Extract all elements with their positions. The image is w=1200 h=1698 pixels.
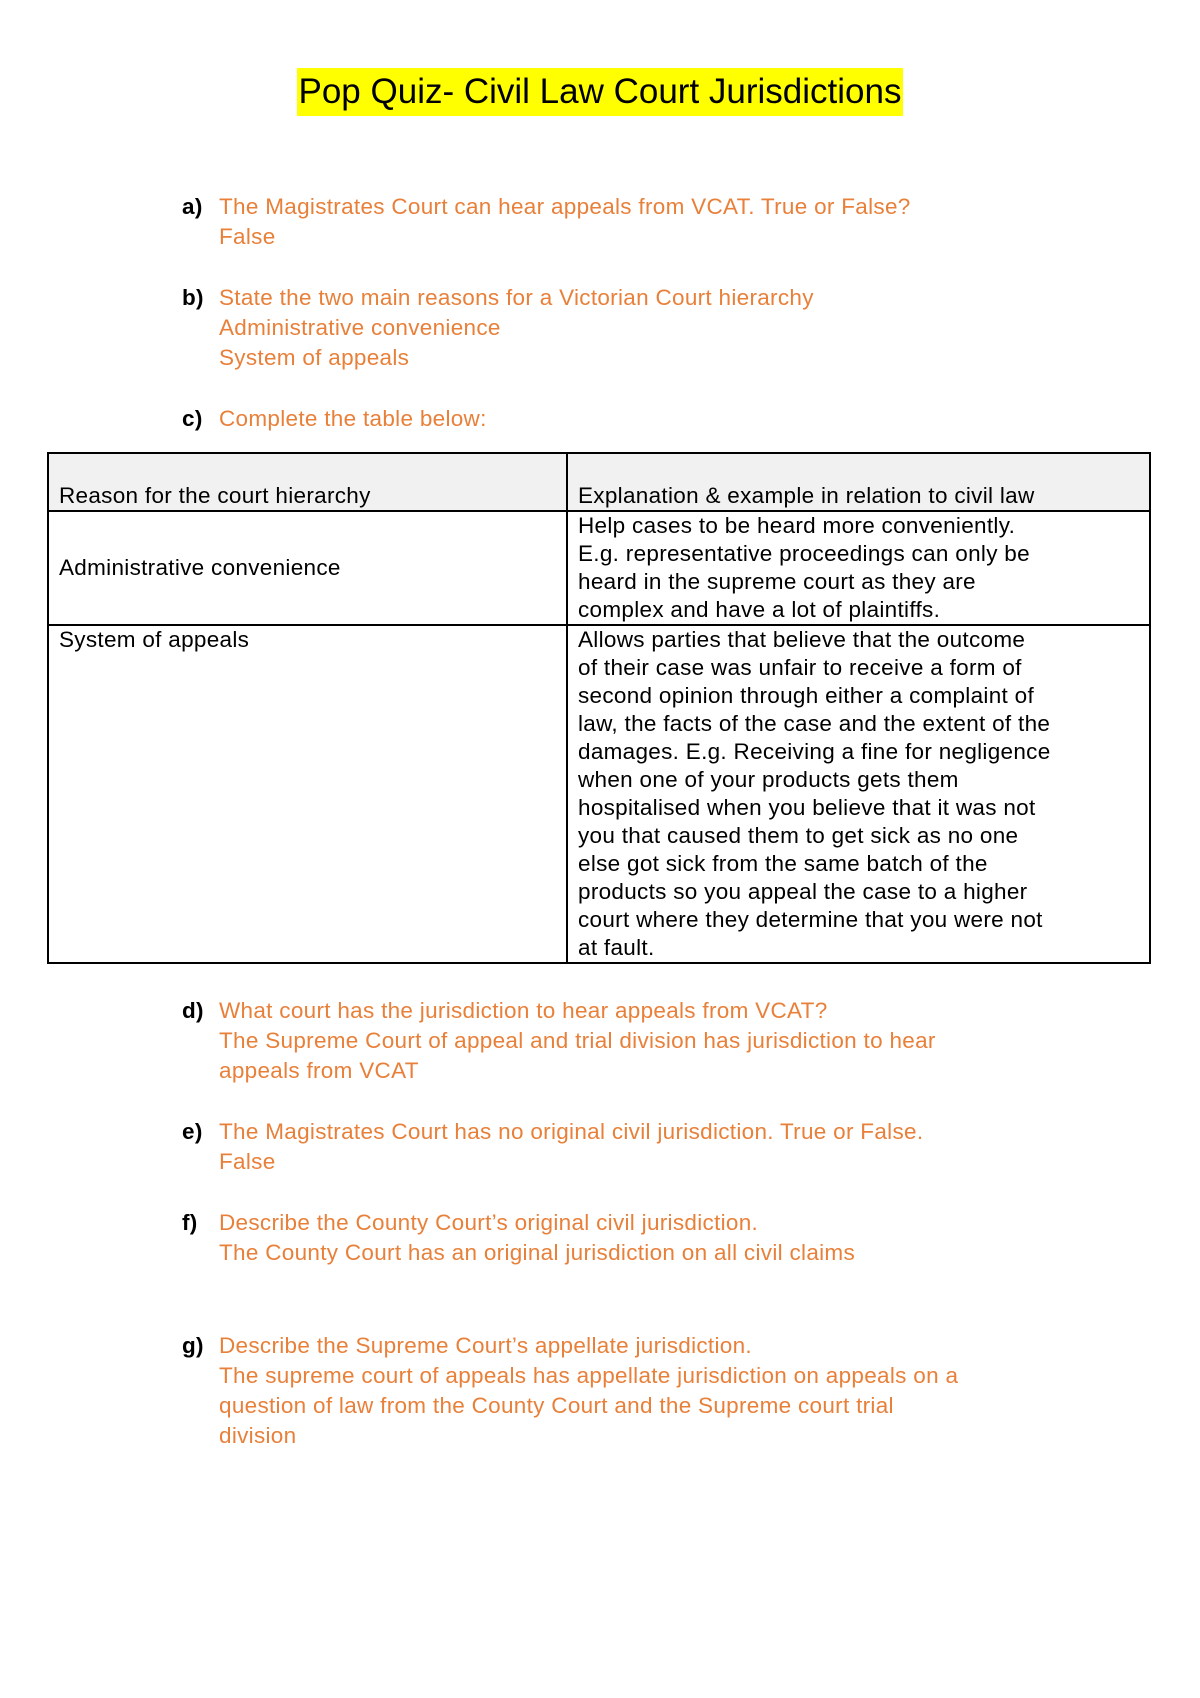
explanation-line: heard in the supreme court as they are <box>578 569 976 594</box>
question-text: The Magistrates Court can hear appeals from VCAT. True or False? <box>219 194 911 219</box>
question-b <box>182 283 1082 373</box>
title-block <box>0 68 1200 116</box>
answer-text: appeals from VCAT <box>219 1058 419 1083</box>
explanation-line: of their case was unfair to receive a form of <box>578 655 1022 680</box>
page-title: Pop Quiz- Civil Law Court Jurisdictions <box>297 68 904 116</box>
explanation-line: hospitalised when you believe that it was not <box>578 795 1036 820</box>
hierarchy-table <box>47 452 1151 964</box>
answer-text: The Supreme Court of appeal and trial division has jurisdiction to hear <box>219 1028 936 1053</box>
explanation-line: complex and have a lot of plaintiffs. <box>578 597 941 622</box>
table-cell-explanation <box>567 511 1150 625</box>
answer-text: Administrative convenience <box>219 315 501 340</box>
question-text: Complete the table below: <box>219 406 487 431</box>
explanation-line: you that caused them to get sick as no one <box>578 823 1019 848</box>
question-body <box>219 192 1082 252</box>
table-cell-reason: Administrative convenience <box>48 511 567 625</box>
table-header-row <box>48 453 1150 511</box>
answer-text: System of appeals <box>219 345 410 370</box>
explanation-line: damages. E.g. Receiving a fine for negligence <box>578 739 1051 764</box>
question-text: What court has the jurisdiction to hear appeals from VCAT? <box>219 998 828 1023</box>
table-header-cell: Explanation & example in relation to civil law <box>567 453 1150 511</box>
question-letter: f) <box>182 1210 198 1235</box>
question-d <box>182 996 1082 1086</box>
question-body <box>219 996 1082 1086</box>
question-a <box>182 192 1082 252</box>
explanation-line: law, the facts of the case and the extent of the <box>578 711 1051 736</box>
table-cell-reason: System of appeals <box>48 625 567 963</box>
question-g <box>182 1331 1082 1451</box>
answer-text: question of law from the County Court and the Supreme court trial <box>219 1393 894 1418</box>
question-letter: d) <box>182 998 204 1023</box>
question-f <box>182 1208 1082 1268</box>
question-text: Describe the Supreme Court’s appellate jurisdiction. <box>219 1333 752 1358</box>
table-cell-explanation <box>567 625 1150 963</box>
question-body <box>219 283 1082 373</box>
question-text: State the two main reasons for a Victorian Court hierarchy <box>219 285 814 310</box>
question-body <box>219 1331 1082 1451</box>
explanation-line: Help cases to be heard more conveniently. <box>578 513 1016 538</box>
question-letter: b) <box>182 285 204 310</box>
explanation-line: products so you appeal the case to a higher <box>578 879 1028 904</box>
question-letter: c) <box>182 406 203 431</box>
question-text: Describe the County Court’s original civil jurisdiction. <box>219 1210 759 1235</box>
explanation-line: Allows parties that believe that the outcome <box>578 627 1026 652</box>
question-c <box>182 404 1082 434</box>
answer-text: False <box>219 1149 276 1174</box>
explanation-line: when one of your products gets them <box>578 767 959 792</box>
question-text: The Magistrates Court has no original civil jurisdiction. True or False. <box>219 1119 924 1144</box>
explanation-line: second opinion through either a complaint of <box>578 683 1034 708</box>
explanation-line: else got sick from the same batch of the <box>578 851 988 876</box>
answer-text: The supreme court of appeals has appellate jurisdiction on appeals on a <box>219 1363 959 1388</box>
question-body <box>219 1208 1082 1268</box>
table-row <box>48 625 1150 963</box>
question-body <box>219 404 1082 434</box>
answer-text: The County Court has an original jurisdiction on all civil claims <box>219 1240 856 1265</box>
question-letter: e) <box>182 1119 203 1144</box>
question-e <box>182 1117 1082 1177</box>
explanation-line: at fault. <box>578 935 655 960</box>
explanation-line: court where they determine that you were not <box>578 907 1043 932</box>
answer-text: False <box>219 224 276 249</box>
question-body <box>219 1117 1082 1177</box>
table-header-cell: Reason for the court hierarchy <box>48 453 567 511</box>
table-row <box>48 511 1150 625</box>
question-letter: g) <box>182 1333 204 1358</box>
explanation-line: E.g. representative proceedings can only be <box>578 541 1030 566</box>
answer-text: division <box>219 1423 297 1448</box>
question-letter: a) <box>182 194 203 219</box>
